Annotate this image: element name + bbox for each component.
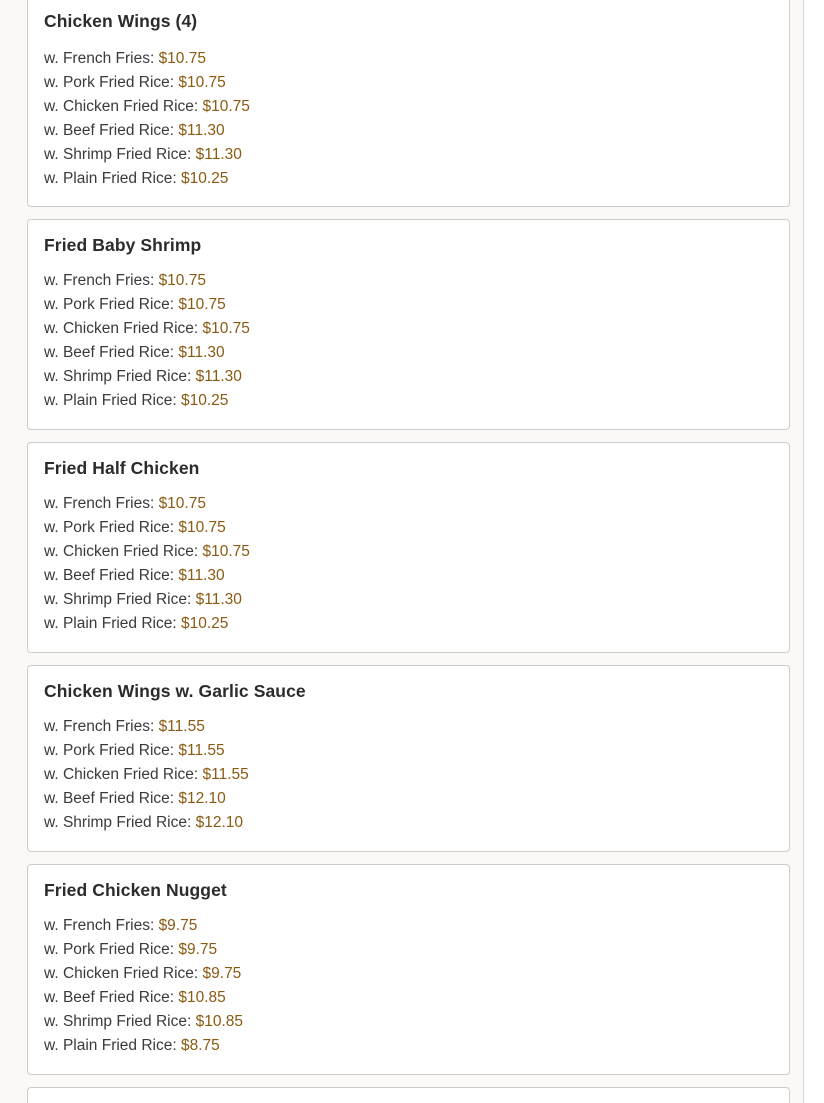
- option-price: $10.25: [180, 392, 229, 409]
- price-option: [44, 365, 250, 389]
- price-option: [44, 763, 249, 787]
- price-option: [44, 516, 250, 540]
- price-list: [44, 914, 243, 1058]
- option-price: $10.25: [180, 170, 229, 187]
- option-label: w. Shrimp Fried Rice:: [44, 814, 192, 831]
- menu-item-title: Chicken Wings w. Garlic Sauce: [44, 681, 306, 701]
- price-option: [44, 143, 250, 167]
- price-option: [44, 95, 250, 119]
- option-price: $9.75: [202, 965, 242, 982]
- option-label: w. Shrimp Fried Rice:: [44, 146, 192, 163]
- price-option: [44, 715, 249, 739]
- price-option: [44, 540, 250, 564]
- option-label: w. Pork Fried Rice:: [44, 941, 175, 958]
- price-option: [44, 317, 250, 341]
- menu-item-title: Fried Half Chicken: [44, 458, 200, 478]
- option-label: w. Shrimp Fried Rice:: [44, 368, 192, 385]
- price-option: [44, 986, 243, 1010]
- option-price: $10.75: [202, 98, 250, 115]
- option-price: $10.75: [158, 50, 206, 67]
- price-list: [44, 492, 250, 636]
- option-price: $9.75: [178, 941, 218, 958]
- menu-item-card: [27, 0, 790, 207]
- price-list: [44, 47, 250, 191]
- menu-item-card: [27, 219, 790, 430]
- price-option: [44, 564, 250, 588]
- option-price: $10.85: [195, 1013, 244, 1030]
- price-option: [44, 341, 250, 365]
- option-label: w. French Fries:: [44, 50, 155, 67]
- option-price: $10.75: [158, 495, 206, 512]
- option-price: $10.25: [180, 615, 229, 632]
- option-label: w. Pork Fried Rice:: [44, 74, 175, 91]
- menu-item-card: [27, 665, 790, 852]
- price-option: [44, 167, 250, 191]
- option-label: w. Beef Fried Rice:: [44, 989, 175, 1006]
- option-label: w. Chicken Fried Rice:: [44, 766, 199, 783]
- price-option: [44, 47, 250, 71]
- menu-item-card-partial: [27, 1087, 790, 1103]
- page-gutter: [804, 0, 824, 1103]
- price-list: [44, 269, 250, 413]
- option-price: $11.30: [178, 567, 225, 584]
- option-price: $11.30: [195, 146, 242, 163]
- price-option: [44, 914, 243, 938]
- option-price: $11.30: [178, 344, 225, 361]
- option-label: w. Plain Fried Rice:: [44, 170, 177, 187]
- option-label: w. French Fries:: [44, 272, 155, 289]
- option-price: $10.75: [178, 296, 226, 313]
- option-label: w. Beef Fried Rice:: [44, 122, 175, 139]
- menu-item-card: [27, 442, 790, 653]
- price-option: [44, 938, 243, 962]
- price-option: [44, 389, 250, 413]
- option-price: $10.75: [202, 320, 250, 337]
- price-option: [44, 71, 250, 95]
- price-option: [44, 739, 249, 763]
- option-label: w. Chicken Fried Rice:: [44, 98, 199, 115]
- menu-item-title: Fried Chicken Nugget: [44, 880, 227, 900]
- price-option: [44, 588, 250, 612]
- option-label: w. Beef Fried Rice:: [44, 567, 175, 584]
- option-price: $11.30: [178, 122, 225, 139]
- price-option: [44, 293, 250, 317]
- menu-item-title: Fried Baby Shrimp: [44, 235, 202, 255]
- price-option: [44, 269, 250, 293]
- price-option: [44, 787, 249, 811]
- option-price: $10.75: [178, 519, 226, 536]
- option-price: $10.75: [202, 543, 250, 560]
- option-label: w. Chicken Fried Rice:: [44, 965, 199, 982]
- price-option: [44, 119, 250, 143]
- price-option: [44, 1010, 243, 1034]
- option-label: w. Shrimp Fried Rice:: [44, 1013, 192, 1030]
- option-price: $12.10: [195, 814, 244, 831]
- option-price: $8.75: [180, 1037, 220, 1054]
- option-price: $11.55: [202, 766, 249, 783]
- option-price: $9.75: [158, 917, 198, 934]
- price-option: [44, 811, 249, 835]
- option-label: w. Pork Fried Rice:: [44, 742, 175, 759]
- menu-item-card: [27, 864, 790, 1075]
- option-label: w. French Fries:: [44, 917, 155, 934]
- option-label: w. Chicken Fried Rice:: [44, 320, 199, 337]
- menu-item-title: Chicken Wings (4): [44, 11, 198, 31]
- option-label: w. French Fries:: [44, 718, 155, 735]
- price-option: [44, 962, 243, 986]
- option-price: $11.30: [195, 368, 242, 385]
- price-option: [44, 1034, 243, 1058]
- option-label: w. Beef Fried Rice:: [44, 344, 175, 361]
- option-label: w. Beef Fried Rice:: [44, 790, 175, 807]
- option-label: w. Plain Fried Rice:: [44, 615, 177, 632]
- option-label: w. Shrimp Fried Rice:: [44, 591, 192, 608]
- option-price: $12.10: [178, 790, 226, 807]
- option-label: w. Chicken Fried Rice:: [44, 543, 199, 560]
- price-list: [44, 715, 249, 835]
- option-price: $10.85: [178, 989, 226, 1006]
- option-price: $10.75: [158, 272, 206, 289]
- option-price: $11.30: [195, 591, 242, 608]
- option-label: w. Plain Fried Rice:: [44, 392, 177, 409]
- price-option: [44, 612, 250, 636]
- option-label: w. Pork Fried Rice:: [44, 296, 175, 313]
- option-label: w. French Fries:: [44, 495, 155, 512]
- option-price: $11.55: [178, 742, 225, 759]
- option-price: $11.55: [158, 718, 205, 735]
- option-label: w. Pork Fried Rice:: [44, 519, 175, 536]
- price-option: [44, 492, 250, 516]
- option-label: w. Plain Fried Rice:: [44, 1037, 177, 1054]
- option-price: $10.75: [178, 74, 226, 91]
